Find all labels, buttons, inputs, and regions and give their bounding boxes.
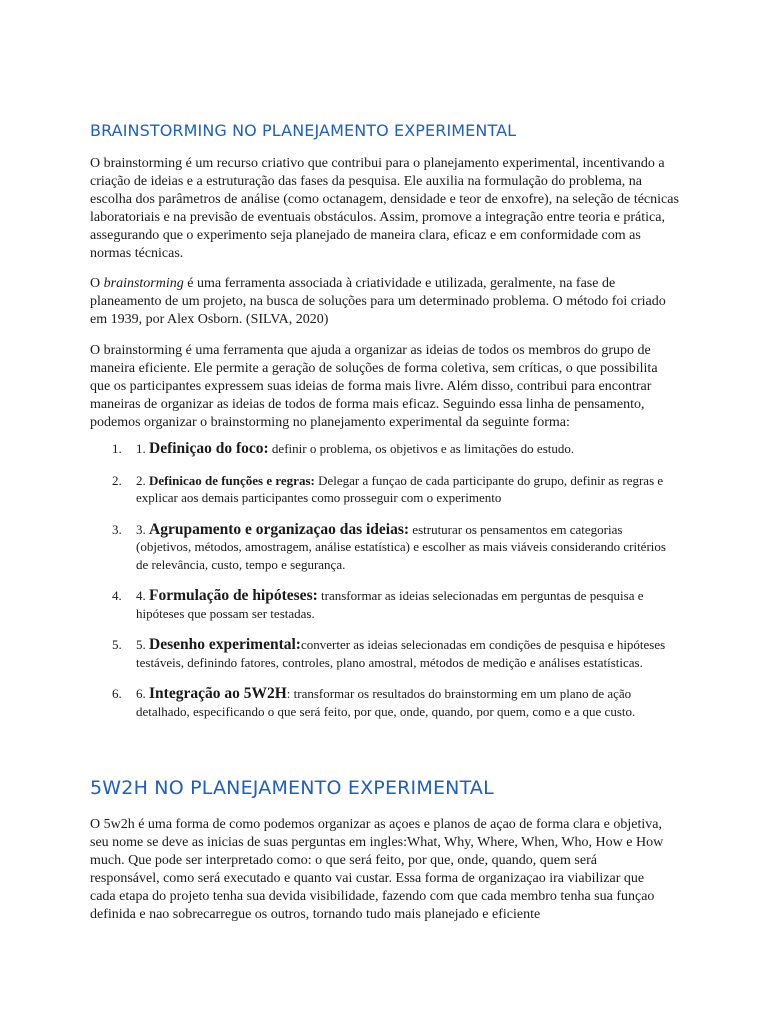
- step-text: definir o problema, os objetivos e as limitações do estudo.: [268, 441, 575, 456]
- section-title-brainstorming: BRAINSTORMING NO PLANEJAMENTO EXPERIMENTAL: [90, 121, 517, 140]
- list-marker: 2.: [112, 472, 122, 488]
- step-text: estruturar os pensamentos em categorias (objetivos, métodos, amostragem, análise estatística) e escolher as mais viáveis considerando critérios de relevância, custo, tempo e segurança.: [136, 521, 666, 572]
- list-marker: 6.: [112, 686, 122, 701]
- step-prefix: 6.: [136, 686, 149, 701]
- step-prefix: 5.: [136, 637, 149, 652]
- list-item: [90, 685, 680, 720]
- list-marker: 3.: [112, 521, 122, 537]
- paragraph-brainstorming-intro: O brainstorming é um recurso criativo que contribui para o planejamento experimental, incentivando a criação de ideias e a estruturação das fases da pesquisa. Ele auxilia na formulação do problema, na escolha dos parâmetros de análise (como octanagem, densidade e teor de enxofre), na seleção de técnicas laboratoriais e na previsão de eventuais obstáculos. Assim, promove a integração entre teoria e prática, assegurando que o experimento seja planejado de maneira clara, eficaz e em conformidade com as normas técnicas.: [90, 156, 679, 261]
- steps-list: [90, 440, 680, 720]
- section-title-5w2h: 5W2H NO PLANEJAMENTO EXPERIMENTAL: [90, 777, 494, 799]
- list-item: [90, 636, 680, 671]
- step-prefix: 2.: [136, 472, 149, 488]
- step-heading: Agrupamento e organizaçao das ideias:: [149, 520, 410, 538]
- step-heading: Definicao de funções e regras:: [149, 472, 315, 488]
- list-marker: 1.: [112, 441, 122, 456]
- list-item: [90, 440, 680, 458]
- list-marker: 5.: [112, 637, 122, 652]
- paragraph-lead: O: [90, 276, 104, 291]
- list-item: [90, 472, 680, 507]
- step-heading: Formulação de hipóteses:: [149, 587, 318, 604]
- step-text: converter as ideias selecionadas em condições de pesquisa e hipóteses testáveis, definindo fatores, controles, plano amostral, métodos de medição e análises estatísticas.: [136, 637, 666, 670]
- paragraph-rest: é uma ferramenta associada à criatividade e utilizada, geralmente, na fase de planeamento de um projeto, na busca de soluções para um determinado problema. O método foi criado em 1939, por Alex Osborn. (SILVA, 2020): [90, 276, 666, 327]
- paragraph-brainstorming-organization: O brainstorming é uma ferramenta que ajuda a organizar as ideias de todos os membros do grupo de maneira eficiente. Ele permite a geração de soluções de forma coletiva, sem críticas, o que possibilita que os participantes expressem suas ideias de forma mais livre. Além disso, contribui para encontrar maneiras de organizar as ideias de todos de forma mais eficaz. Seguindo essa linha de pensamento, podemos organizar o brainstorming no planejamento experimental da seguinte forma:: [90, 343, 658, 430]
- step-heading: Desenho experimental:: [149, 636, 301, 653]
- step-heading: Definiçao do foco:: [149, 440, 269, 457]
- step-prefix: 1.: [136, 441, 149, 456]
- step-prefix: 4.: [136, 588, 149, 603]
- step-text: : transformar os resultados do brainstorming em um plano de ação detalhado, especificando o que será feito, por que, onde, quando, por quem, como e a que custo.: [136, 686, 636, 719]
- step-text: Delegar a funçao de cada participante do grupo, definir as regras e explicar aos demais participantes como prosseguir com o experimento: [136, 472, 664, 505]
- step-prefix: 3.: [136, 521, 149, 537]
- paragraph-5w2h: O 5w2h é uma forma de como podemos organizar as açoes e planos de açao de forma clara e objetiva, seu nome se deve as inicias de suas perguntas em ingles:What, Why, Where, When, Who, How e How much. Que pode ser interpretado como: o que será feito, por que, onde, quando, quem será responsável, como será executado e quanto vai custar. Essa forma de organizaçao ira viabilizar que cada etapa do projeto tenha sua devida visibilidade, fazendo com que cada membro tenha sua funçao definida e nao sobrecarregue os outros, tornando tudo mais planejado e eficiente: [90, 817, 664, 922]
- list-marker: 4.: [112, 588, 122, 603]
- step-heading: Integração ao 5W2H: [149, 685, 287, 702]
- list-item: [90, 587, 680, 622]
- list-item: [90, 521, 680, 574]
- paragraph-italic-term: brainstorming: [103, 276, 184, 291]
- step-text: transformar as ideias selecionadas em perguntas de pesquisa e hipóteses que possam ser testadas.: [136, 588, 644, 621]
- paragraph-brainstorming-definition: [90, 275, 680, 329]
